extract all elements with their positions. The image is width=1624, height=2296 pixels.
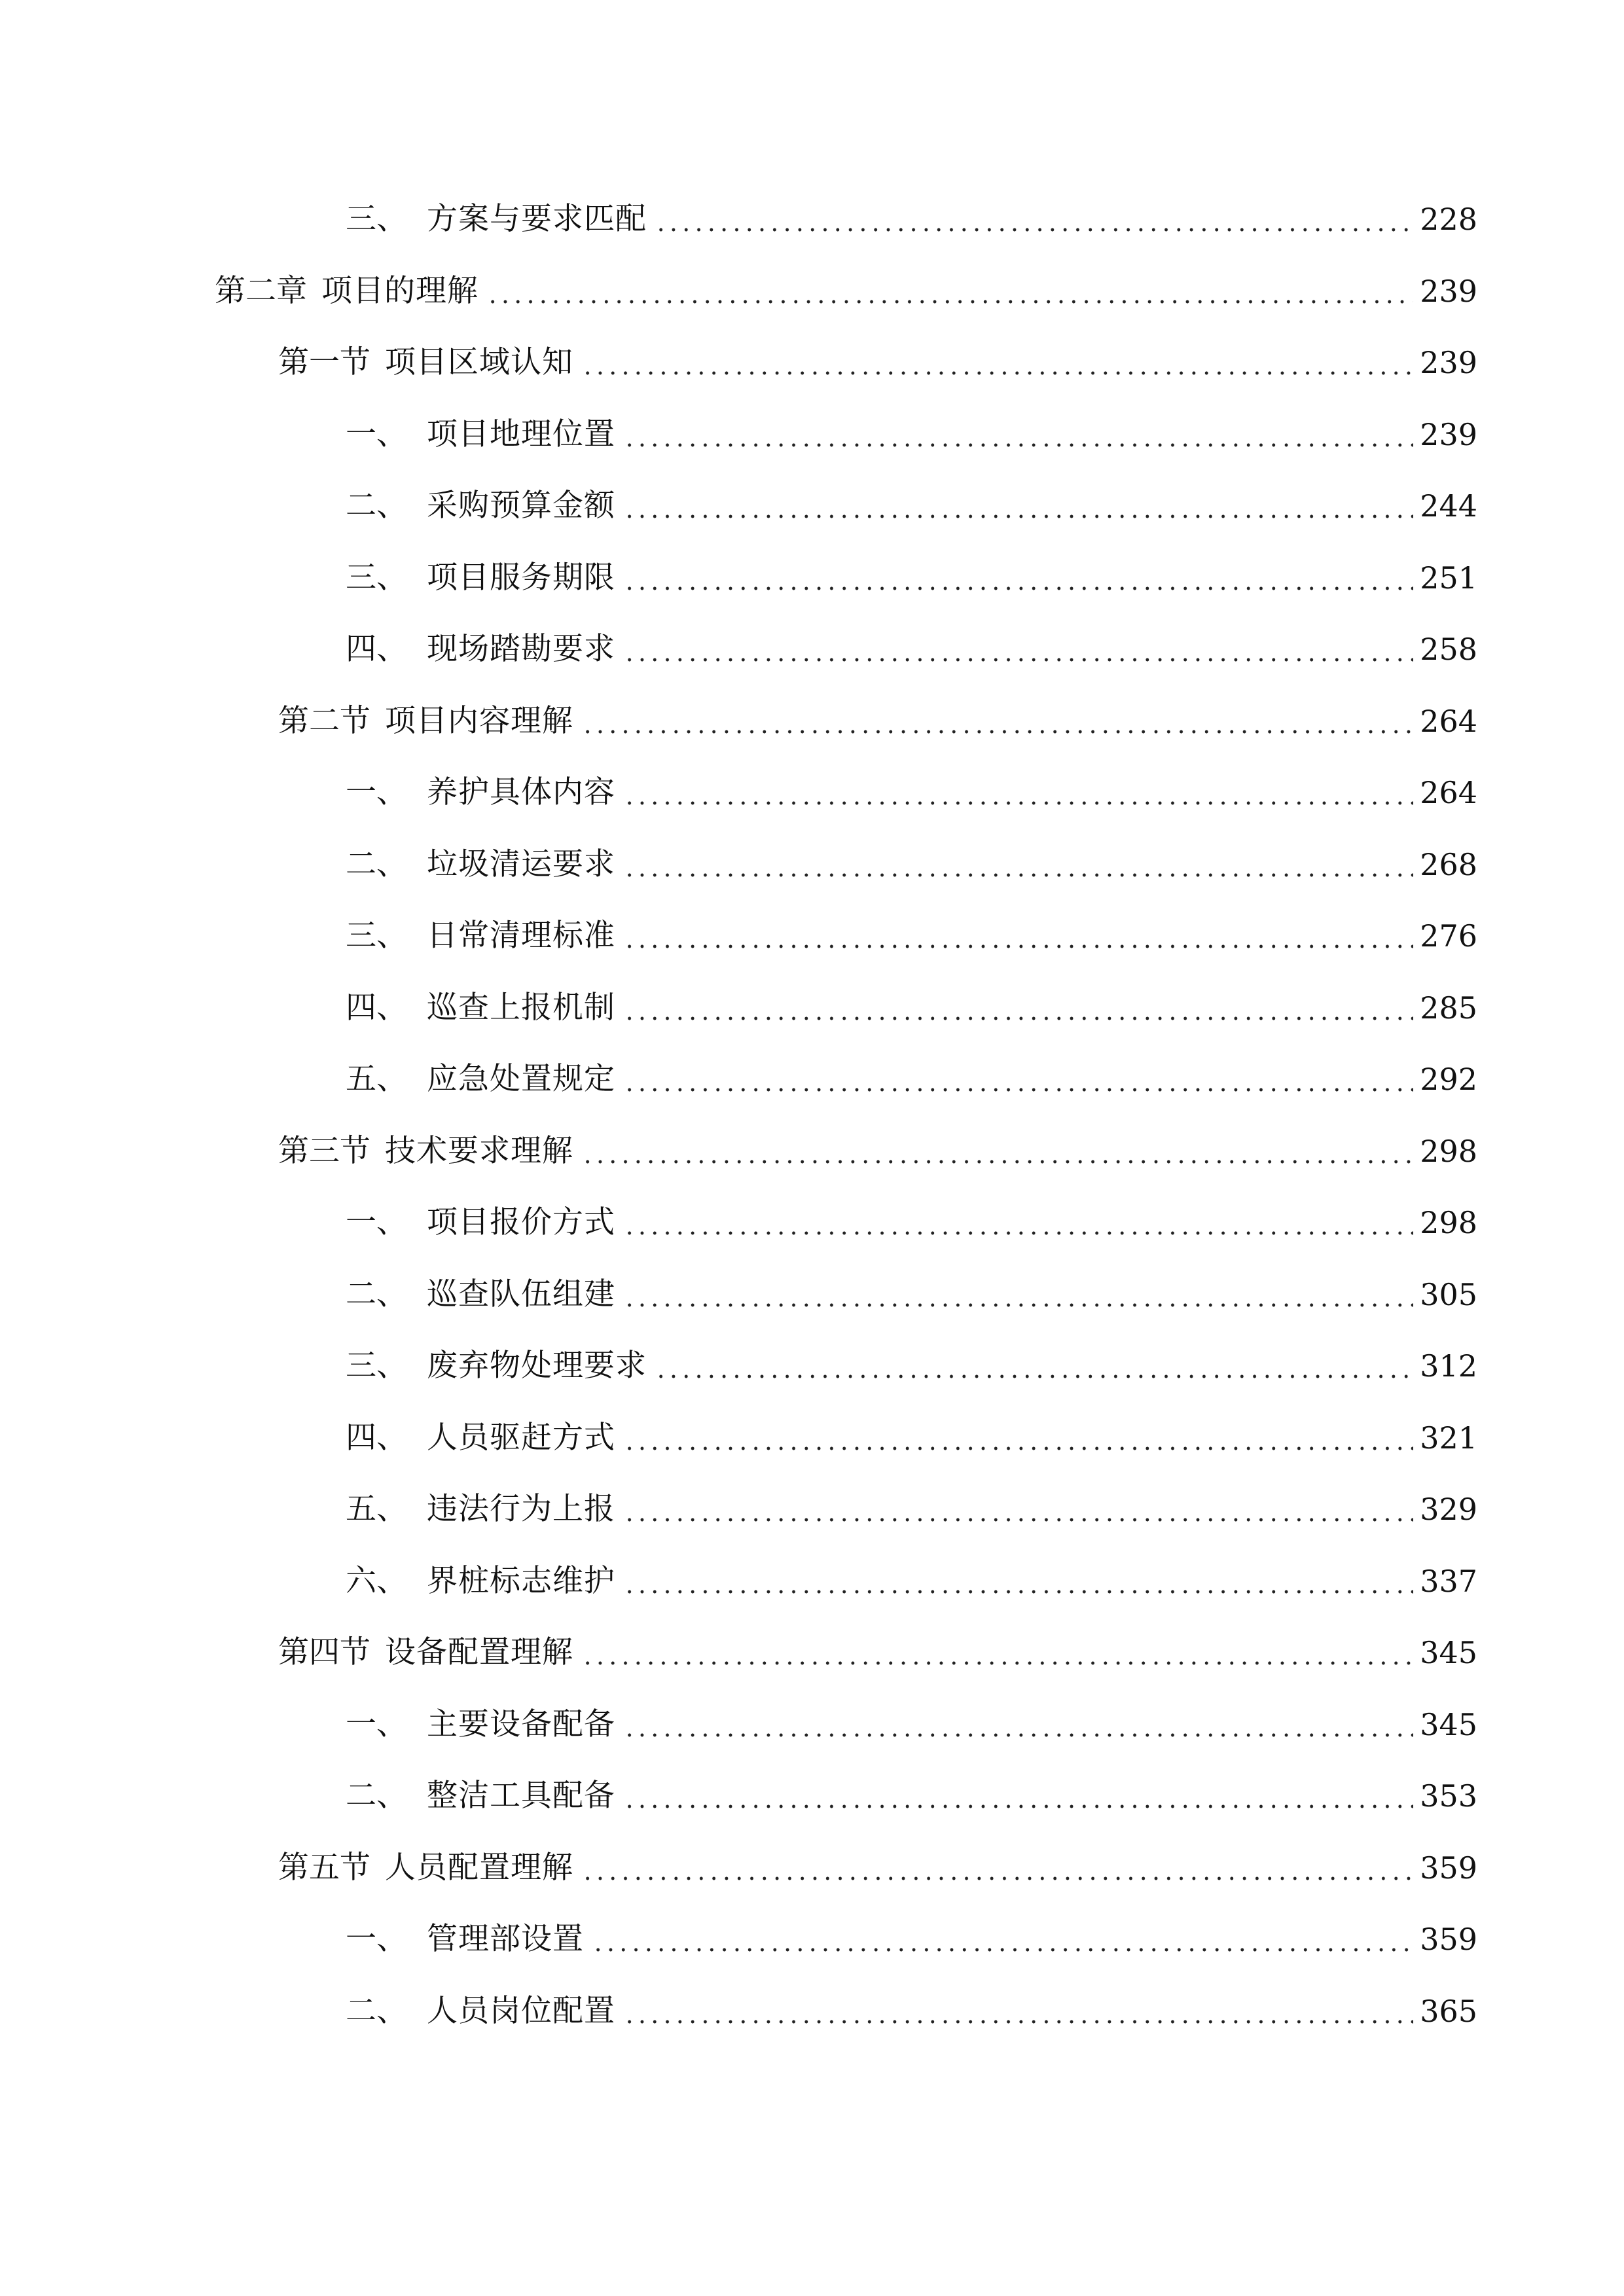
- toc-entry-number: 三、: [346, 918, 407, 954]
- dot-leader: [623, 476, 1413, 535]
- toc-entry[interactable]: [0, 620, 1624, 679]
- dot-leader: [623, 1695, 1413, 1754]
- toc-entry-page-number: 292: [1420, 1062, 1477, 1097]
- toc-entry-number: 第二节: [278, 703, 370, 739]
- toc-entry-number: 二、: [346, 1993, 407, 2029]
- toc-entry-title: 项目地理位置: [427, 416, 615, 452]
- toc-entry-title: 界桩标志维护: [427, 1563, 615, 1599]
- toc-entry-number: 二、: [346, 846, 407, 882]
- toc-entry-page-number: 359: [1420, 1922, 1477, 1957]
- toc-entry-page-number: 337: [1420, 1564, 1477, 1599]
- toc-entry[interactable]: [0, 1050, 1624, 1109]
- toc-entry-number: 四、: [346, 631, 407, 667]
- toc-entry-number: 三、: [346, 1348, 407, 1384]
- toc-entry[interactable]: [0, 1910, 1624, 1969]
- toc-entry[interactable]: [0, 1480, 1624, 1539]
- toc-entry-number: 第三节: [278, 1133, 370, 1169]
- toc-entry-title: 巡查队伍组建: [427, 1276, 615, 1312]
- toc-entry[interactable]: [0, 1265, 1624, 1324]
- toc-entry[interactable]: [0, 190, 1624, 249]
- toc-entry-title: 项目区域认知: [385, 344, 573, 380]
- toc-entry[interactable]: [0, 333, 1624, 392]
- toc-entry-title: 方案与要求匹配: [427, 201, 647, 237]
- toc-entry[interactable]: [0, 763, 1624, 822]
- toc-entry-page-number: 239: [1420, 345, 1477, 380]
- toc-entry-page-number: 285: [1420, 990, 1477, 1026]
- toc-entry-title: 废弃物处理要求: [427, 1348, 647, 1384]
- toc-entry-page-number: 345: [1420, 1635, 1477, 1670]
- toc-entry[interactable]: [0, 906, 1624, 965]
- toc-entry-title: 整洁工具配备: [427, 1778, 615, 1814]
- toc-entry-title: 垃圾清运要求: [427, 846, 615, 882]
- toc-entry-title: 人员岗位配置: [427, 1993, 615, 2029]
- toc-entry-number: 三、: [346, 201, 407, 237]
- toc-entry[interactable]: [0, 1552, 1624, 1611]
- dot-leader: [623, 620, 1413, 679]
- dot-leader: [623, 1480, 1413, 1539]
- toc-entry[interactable]: [0, 1122, 1624, 1181]
- toc-entry-title: 现场踏勘要求: [427, 631, 615, 667]
- toc-entry[interactable]: [0, 262, 1624, 321]
- dot-leader: [623, 1408, 1413, 1467]
- toc-entry-page-number: 312: [1420, 1348, 1477, 1384]
- toc-entry-page-number: 268: [1420, 847, 1477, 882]
- dot-leader: [655, 1336, 1413, 1395]
- toc-entry-number: 二、: [346, 1778, 407, 1814]
- toc-entry-number: 一、: [346, 1706, 407, 1742]
- toc-entry-page-number: 329: [1420, 1492, 1477, 1527]
- toc-entry-number: 第二章: [215, 273, 307, 309]
- dot-leader: [623, 1050, 1413, 1109]
- toc-entry-page-number: 228: [1420, 202, 1477, 237]
- toc-entry-title: 项目服务期限: [427, 560, 615, 596]
- toc-entry-title: 日常清理标准: [427, 918, 615, 954]
- toc-entry-page-number: 264: [1420, 704, 1477, 739]
- dot-leader: [623, 1767, 1413, 1825]
- toc-entry-title: 采购预算金额: [427, 488, 615, 524]
- toc-entry-page-number: 353: [1420, 1778, 1477, 1814]
- toc-entry-title: 项目报价方式: [427, 1204, 615, 1240]
- dot-leader: [623, 1552, 1413, 1611]
- toc-entry[interactable]: [0, 692, 1624, 751]
- toc-entry-page-number: 345: [1420, 1707, 1477, 1742]
- dot-leader: [623, 978, 1413, 1037]
- toc-entry-page-number: 359: [1420, 1850, 1477, 1886]
- toc-entry[interactable]: [0, 476, 1624, 535]
- toc-entry-page-number: 264: [1420, 775, 1477, 810]
- toc-entry-title: 违法行为上报: [427, 1491, 615, 1527]
- dot-leader: [623, 763, 1413, 822]
- toc-entry[interactable]: [0, 1982, 1624, 2041]
- dot-leader: [655, 190, 1413, 249]
- toc-entry-page-number: 365: [1420, 1994, 1477, 2029]
- toc-entry-title: 主要设备配备: [427, 1706, 615, 1742]
- toc-entry-number: 一、: [346, 774, 407, 810]
- toc-entry-number: 一、: [346, 1204, 407, 1240]
- toc-entry-title: 养护具体内容: [427, 774, 615, 810]
- toc-entry[interactable]: [0, 1408, 1624, 1467]
- dot-leader: [486, 262, 1413, 321]
- dot-leader: [623, 405, 1413, 464]
- toc-entry-number: 五、: [346, 1061, 407, 1097]
- dot-leader: [581, 1122, 1413, 1181]
- toc-entry-page-number: 239: [1420, 274, 1477, 309]
- toc-entry[interactable]: [0, 405, 1624, 464]
- toc-entry[interactable]: [0, 1336, 1624, 1395]
- toc-entry-number: 一、: [346, 1921, 407, 1957]
- dot-leader: [623, 1982, 1413, 2041]
- toc-entry-title: 巡查上报机制: [427, 990, 615, 1026]
- toc-entry[interactable]: [0, 548, 1624, 607]
- toc-entry[interactable]: [0, 1767, 1624, 1825]
- toc-entry-number: 六、: [346, 1563, 407, 1599]
- toc-entry-title: 项目内容理解: [385, 703, 573, 739]
- dot-leader: [581, 692, 1413, 751]
- dot-leader: [623, 906, 1413, 965]
- toc-entry-page-number: 321: [1420, 1420, 1477, 1456]
- toc-entry-number: 四、: [346, 1420, 407, 1456]
- toc-entry[interactable]: [0, 1193, 1624, 1252]
- toc-entry[interactable]: [0, 1623, 1624, 1682]
- dot-leader: [581, 1839, 1413, 1897]
- toc-entry-title: 应急处置规定: [427, 1061, 615, 1097]
- toc-entry-title: 技术要求理解: [385, 1133, 573, 1169]
- toc-entry-number: 一、: [346, 416, 407, 452]
- toc-entry[interactable]: [0, 835, 1624, 894]
- toc-entry-page-number: 258: [1420, 632, 1477, 667]
- toc-entry-number: 第一节: [278, 344, 370, 380]
- toc-entry-page-number: 298: [1420, 1205, 1477, 1240]
- dot-leader: [623, 835, 1413, 894]
- dot-leader: [623, 548, 1413, 607]
- toc-entry-title: 人员驱赶方式: [427, 1420, 615, 1456]
- toc-entry[interactable]: [0, 978, 1624, 1037]
- toc-entry-number: 第五节: [278, 1850, 370, 1886]
- toc-entry-title: 项目的理解: [321, 273, 478, 309]
- dot-leader: [592, 1910, 1413, 1969]
- toc-entry-title: 人员配置理解: [385, 1850, 573, 1886]
- dot-leader: [581, 333, 1413, 392]
- toc-entry-number: 三、: [346, 560, 407, 596]
- toc-entry[interactable]: [0, 1839, 1624, 1897]
- dot-leader: [623, 1265, 1413, 1324]
- toc-entry-number: 五、: [346, 1491, 407, 1527]
- toc-entry[interactable]: [0, 1695, 1624, 1754]
- toc-entry-page-number: 244: [1420, 488, 1477, 524]
- toc-entry-number: 二、: [346, 1276, 407, 1312]
- toc-entry-page-number: 305: [1420, 1277, 1477, 1312]
- toc-entry-page-number: 251: [1420, 560, 1477, 596]
- toc-entry-page-number: 239: [1420, 417, 1477, 452]
- toc-entry-title: 设备配置理解: [385, 1634, 573, 1670]
- toc-entry-page-number: 276: [1420, 918, 1477, 954]
- toc-entry-number: 四、: [346, 990, 407, 1026]
- toc-entry-number: 二、: [346, 488, 407, 524]
- dot-leader: [581, 1623, 1413, 1682]
- dot-leader: [623, 1193, 1413, 1252]
- toc-entry-page-number: 298: [1420, 1134, 1477, 1169]
- toc-entry-number: 第四节: [278, 1634, 370, 1670]
- toc-entry-title: 管理部设置: [427, 1921, 584, 1957]
